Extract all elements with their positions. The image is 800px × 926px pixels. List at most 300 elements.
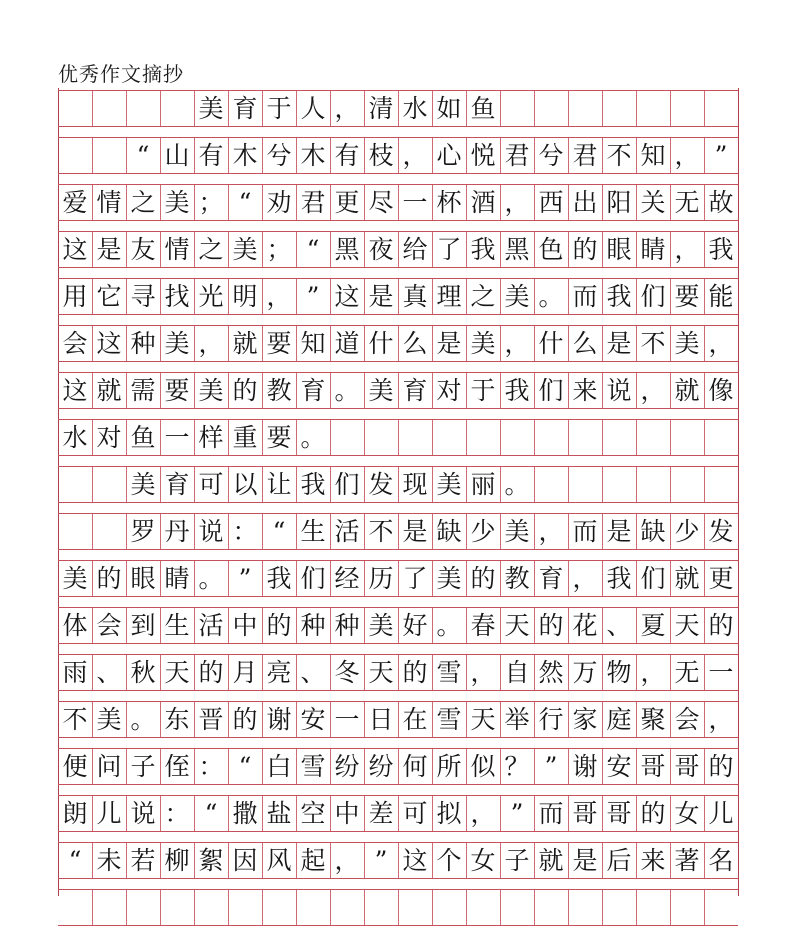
handwritten-char: 们 [334,470,360,499]
handwritten-char: 少 [470,517,496,546]
handwritten-char: 了 [436,235,462,264]
handwritten-char: 行 [538,705,564,734]
handwritten-char: 就 [674,564,700,593]
handwritten-char: 木 [300,141,326,170]
handwritten-char: 有 [198,141,224,170]
handwritten-char: 历 [368,564,394,593]
handwritten-char: 差 [368,799,394,828]
handwritten-char: 是 [606,517,632,546]
handwritten-char: 种 [300,611,326,640]
handwritten-char: 发 [708,517,734,546]
handwritten-char: 君 [504,141,530,170]
grid-cell-divider [602,890,603,925]
handwritten-char: 美 [436,564,462,593]
handwritten-char: 花 [572,611,598,640]
handwritten-char: ， [674,141,700,170]
handwritten-char: 们 [538,376,564,405]
handwritten-char: 给 [402,235,428,264]
handwritten-char: 是 [606,329,632,358]
handwritten-char: 名 [708,846,734,875]
handwritten-char: 所 [436,752,462,781]
handwritten-char: “ [204,799,218,828]
handwritten-char: 就 [538,846,564,875]
grid-cell-divider [466,890,467,925]
handwritten-char: 物 [606,658,632,687]
grid-cell-divider [704,890,705,925]
handwritten-char: 撒 [232,799,258,828]
handwritten-char: 美 [198,376,224,405]
handwritten-char: 眼 [606,235,632,264]
handwritten-char: 美 [504,282,530,311]
grid-cell-divider [160,890,161,925]
handwritten-char: 丽 [470,470,496,499]
handwritten-char: “ [136,141,150,170]
grid-cell-divider [636,890,637,925]
handwritten-char: 而 [572,517,598,546]
handwritten-char: 的 [538,611,564,640]
handwritten-char: 美 [436,470,462,499]
handwritten-char: 们 [300,564,326,593]
grid-cell-divider [432,890,433,925]
handwritten-char: 鱼 [130,423,156,452]
handwritten-char: 对 [96,423,122,452]
handwritten-char: ， [708,705,734,734]
handwritten-char: 不 [368,517,394,546]
handwritten-char: 的 [470,564,496,593]
handwritten-char: 一 [334,705,360,734]
handwritten-char: 中 [334,799,360,828]
handwritten-char: 纷 [334,752,360,781]
handwritten-char: 而 [572,282,598,311]
handwritten-char: 春 [470,611,496,640]
handwritten-char: 情 [96,188,122,217]
handwritten-char: ， [674,235,700,264]
handwritten-char: 日 [368,705,394,734]
handwritten-char: 我 [300,470,326,499]
handwritten-char: 枝 [368,141,394,170]
handwritten-char: 哥 [640,752,666,781]
handwritten-char: 的 [232,705,258,734]
handwritten-char: 用 [62,282,88,311]
handwritten-char: 的 [402,658,428,687]
handwritten-char: 心 [436,141,462,170]
handwritten-char: 一 [164,423,190,452]
handwritten-char: 可 [198,470,224,499]
handwritten-char: 睛 [640,235,666,264]
handwritten-char: 体 [62,611,88,640]
handwritten-char: 似 [470,752,496,781]
handwritten-char: 明 [232,282,258,311]
handwritten-char: 会 [674,705,700,734]
handwritten-char: 如 [436,94,462,123]
handwritten-char: 木 [232,141,258,170]
handwritten-char: 。 [300,423,326,452]
handwritten-char: 可 [402,799,428,828]
handwritten-char: 而 [538,799,564,828]
handwritten-char: 纷 [368,752,394,781]
grid-cell-divider [568,890,569,925]
handwritten-char: 何 [402,752,428,781]
handwritten-char: 育 [232,94,258,123]
handwritten-char: 样 [198,423,224,452]
handwritten-char: 我 [470,235,496,264]
handwritten-char: 道 [334,329,360,358]
handwritten-char: 美 [470,329,496,358]
grid-cell-divider [534,890,535,925]
handwritten-char: 的 [708,752,734,781]
handwritten-char: 爱 [62,188,88,217]
handwritten-char: 。 [436,611,462,640]
handwritten-char: 风 [266,846,292,875]
handwritten-char: 了 [402,564,428,593]
handwritten-char: 的 [96,564,122,593]
handwritten-char: ， [334,94,360,123]
handwritten-char: 经 [334,564,360,593]
handwritten-char: 的 [640,799,666,828]
handwritten-char: ” [544,752,558,781]
handwritten-char: 美 [198,94,224,123]
handwritten-char: 无 [674,188,700,217]
handwritten-char: 色 [538,235,564,264]
handwritten-char: “ [68,846,82,875]
handwritten-char: 劝 [266,188,292,217]
handwritten-char: ， [572,564,598,593]
handwritten-char: 种 [334,611,360,640]
handwritten-char: 种 [130,329,156,358]
handwritten-char: 美 [368,611,394,640]
handwritten-char: 雨 [62,658,88,687]
handwritten-char: 是 [402,517,428,546]
handwritten-char: 光 [198,282,224,311]
handwritten-char: 。 [504,470,530,499]
handwritten-char: 美 [96,705,122,734]
handwritten-char: 这 [62,376,88,405]
handwritten-char: 谢 [266,705,292,734]
grid-row [58,889,738,926]
handwritten-char: 儿 [708,799,734,828]
handwritten-char: 水 [402,94,428,123]
handwritten-char: 像 [708,376,734,405]
handwritten-char: 空 [300,799,326,828]
handwritten-char: 、 [300,658,326,687]
handwritten-char: 让 [266,470,292,499]
handwritten-char: 是 [572,846,598,875]
handwritten-char: 重 [232,423,258,452]
handwritten-char: 子 [504,846,530,875]
grid-cell-divider [262,890,263,925]
handwritten-char: 眼 [130,564,156,593]
grid-cell-divider [330,890,331,925]
handwritten-char: 之 [130,188,156,217]
handwritten-char: 女 [470,846,496,875]
grid-cell-divider [364,890,365,925]
handwritten-char: ， [640,376,666,405]
handwritten-char: 罗 [130,517,156,546]
handwritten-char: 现 [402,470,428,499]
handwritten-char: ， [402,141,428,170]
handwritten-char: 自 [504,658,530,687]
handwritten-char: 人 [300,94,326,123]
handwritten-char: 睛 [164,564,190,593]
handwritten-char: 我 [504,376,530,405]
handwritten-char: “ [272,517,286,546]
handwritten-char: 知 [640,141,666,170]
handwritten-char: 谢 [572,752,598,781]
handwritten-char: 美 [62,564,88,593]
handwritten-char: 要 [266,329,292,358]
handwritten-char: 冬 [334,658,360,687]
handwritten-char: 在 [402,705,428,734]
handwritten-char: 寻 [130,282,156,311]
handwritten-char: 女 [674,799,700,828]
handwritten-char: 于 [266,94,292,123]
handwritten-char: 活 [334,517,360,546]
handwritten-char: 后 [606,846,632,875]
handwritten-char: 这 [96,329,122,358]
handwritten-char: 举 [504,705,530,734]
handwritten-char: 关 [640,188,666,217]
handwritten-char: 是 [436,329,462,358]
handwritten-char: 黑 [334,235,360,264]
handwritten-char: 秋 [130,658,156,687]
handwritten-char: 酒 [470,188,496,217]
grid-cell-divider [92,890,93,925]
handwritten-char: 就 [674,376,700,405]
handwritten-char: ， [266,282,292,311]
handwritten-char: 到 [130,611,156,640]
handwritten-char: 我 [606,282,632,311]
handwritten-char: 说 [130,799,156,828]
handwritten-char: 聚 [640,705,666,734]
handwritten-char: 活 [198,611,224,640]
handwritten-char: 清 [368,94,394,123]
handwritten-char: 朗 [62,799,88,828]
handwritten-char: 是 [368,282,394,311]
handwritten-char: ， [470,658,496,687]
handwritten-char: 尽 [368,188,394,217]
grid-cell-divider [228,890,229,925]
handwritten-char: 夜 [368,235,394,264]
handwritten-char: 缺 [640,517,666,546]
handwritten-char: 美 [164,329,190,358]
handwritten-char: 这 [402,846,428,875]
handwritten-char: 的 [266,611,292,640]
handwritten-char: 君 [572,141,598,170]
handwritten-char: 之 [470,282,496,311]
handwritten-char: 天 [504,611,530,640]
handwritten-char: ； [266,235,292,264]
handwritten-char: 盐 [266,799,292,828]
handwritten-char: 它 [96,282,122,311]
handwritten-char: ： [198,752,224,781]
handwritten-char: 丹 [164,517,190,546]
handwritten-char: 缺 [436,517,462,546]
handwritten-char: 雪 [436,658,462,687]
handwritten-char: 君 [300,188,326,217]
handwritten-char: 问 [96,752,122,781]
handwritten-char: 的 [198,658,224,687]
grid-cell-divider [126,890,127,925]
handwritten-char: 安 [606,752,632,781]
handwritten-char: 会 [96,611,122,640]
handwritten-char: 家 [572,705,598,734]
handwritten-char: 就 [96,376,122,405]
handwritten-char: 们 [640,564,666,593]
handwritten-char: 美 [130,470,156,499]
handwritten-char: 雪 [300,752,326,781]
handwritten-char: ， [708,329,734,358]
handwritten-char: 悦 [470,141,496,170]
handwritten-char: 么 [572,329,598,358]
handwritten-char: 少 [674,517,700,546]
handwritten-char: 美 [674,329,700,358]
handwritten-char: 教 [504,564,530,593]
handwritten-char: 鱼 [470,94,496,123]
handwritten-char: 安 [300,705,326,734]
handwritten-char: 这 [334,282,360,311]
handwritten-char: “ [238,188,252,217]
grid-cell-divider [500,890,501,925]
handwritten-char: 不 [640,329,666,358]
handwritten-char: 月 [232,658,258,687]
handwritten-char: ” [374,846,388,875]
handwritten-char: 庭 [606,705,632,734]
handwritten-char: ， [198,329,224,358]
handwritten-char: 然 [538,658,564,687]
handwritten-char: 要 [266,423,292,452]
handwritten-char: 说 [198,517,224,546]
handwritten-char: 教 [266,376,292,405]
handwritten-char: 找 [164,282,190,311]
handwritten-char: 白 [266,752,292,781]
handwritten-char: 侄 [164,752,190,781]
handwritten-char: 育 [300,376,326,405]
handwritten-char: 一 [402,188,428,217]
handwritten-char: 、 [606,611,632,640]
handwritten-char: 育 [538,564,564,593]
handwritten-char: ； [198,188,224,217]
handwritten-char: 无 [674,658,700,687]
handwritten-char: 哥 [572,799,598,828]
handwritten-char: 育 [164,470,190,499]
handwritten-char: 好 [402,611,428,640]
handwritten-char: 我 [606,564,632,593]
handwritten-char: 因 [232,846,258,875]
handwritten-char: 子 [130,752,156,781]
handwritten-char: 美 [504,517,530,546]
handwritten-char: 一 [708,658,734,687]
handwritten-char: 要 [164,376,190,405]
handwritten-char: 阳 [606,188,632,217]
handwritten-char: 会 [62,329,88,358]
handwritten-char: 生 [164,611,190,640]
handwritten-char: 这 [62,235,88,264]
handwritten-char: 亮 [266,658,292,687]
handwritten-char: 中 [232,611,258,640]
handwritten-char: 什 [538,329,564,358]
handwritten-char: 杯 [436,188,462,217]
handwritten-char: 黑 [504,235,530,264]
handwritten-char: 晋 [198,705,224,734]
handwritten-char: 。 [538,282,564,311]
handwritten-char: 、 [96,658,122,687]
handwritten-char: 我 [708,235,734,264]
handwritten-char: 说 [606,376,632,405]
handwritten-char: 天 [470,705,496,734]
handwritten-char: 更 [334,188,360,217]
handwritten-char: 需 [130,376,156,405]
handwritten-char: 以 [232,470,258,499]
handwritten-char: 的 [572,235,598,264]
handwritten-char: 东 [164,705,190,734]
handwritten-char: 西 [538,188,564,217]
handwritten-char: 儿 [96,799,122,828]
handwritten-char: 要 [674,282,700,311]
handwritten-char: 未 [96,846,122,875]
handwritten-char: 兮 [538,141,564,170]
handwritten-char: ， [538,517,564,546]
handwritten-char: ： [164,799,190,828]
handwritten-char: “ [238,752,252,781]
handwritten-char: 就 [232,329,258,358]
handwritten-char: “ [306,235,320,264]
handwritten-char: 生 [300,517,326,546]
handwritten-char: ， [640,658,666,687]
handwritten-char: 山 [164,141,190,170]
handwritten-char: 是 [96,235,122,264]
handwritten-char: 哥 [606,799,632,828]
handwritten-char: 兮 [266,141,292,170]
handwritten-char: 若 [130,846,156,875]
caption-title: 优秀作文摘抄 [58,62,184,86]
handwritten-char: 不 [62,705,88,734]
handwritten-char: 美 [232,235,258,264]
handwritten-char: 友 [130,235,156,264]
handwritten-char: 我 [266,564,292,593]
grid-cell-divider [194,890,195,925]
handwritten-char: 于 [470,376,496,405]
handwritten-char: 之 [198,235,224,264]
handwritten-char: 的 [232,376,258,405]
handwritten-char: 天 [368,658,394,687]
handwritten-char: 能 [708,282,734,311]
handwritten-char: 来 [572,376,598,405]
handwritten-char: ， [504,188,530,217]
handwritten-char: 对 [436,376,462,405]
handwritten-char: 拟 [436,799,462,828]
handwritten-char: 知 [300,329,326,358]
handwritten-char: 什 [368,329,394,358]
handwritten-char: ” [510,799,524,828]
handwritten-char: 便 [62,752,88,781]
handwritten-char: ” [238,564,252,593]
handwritten-char: 哥 [674,752,700,781]
handwritten-char: 来 [640,846,666,875]
handwritten-char: 柳 [164,846,190,875]
handwritten-char: 。 [130,705,156,734]
handwritten-char: 情 [164,235,190,264]
handwritten-char: 出 [572,188,598,217]
handwritten-char: 发 [368,470,394,499]
handwritten-char: ， [504,329,530,358]
grid-cell-divider [296,890,297,925]
handwritten-char: 育 [402,376,428,405]
handwritten-char: 天 [674,611,700,640]
handwritten-char: 真 [402,282,428,311]
handwritten-char: 天 [164,658,190,687]
handwritten-char: 起 [300,846,326,875]
handwritten-char: 万 [572,658,598,687]
